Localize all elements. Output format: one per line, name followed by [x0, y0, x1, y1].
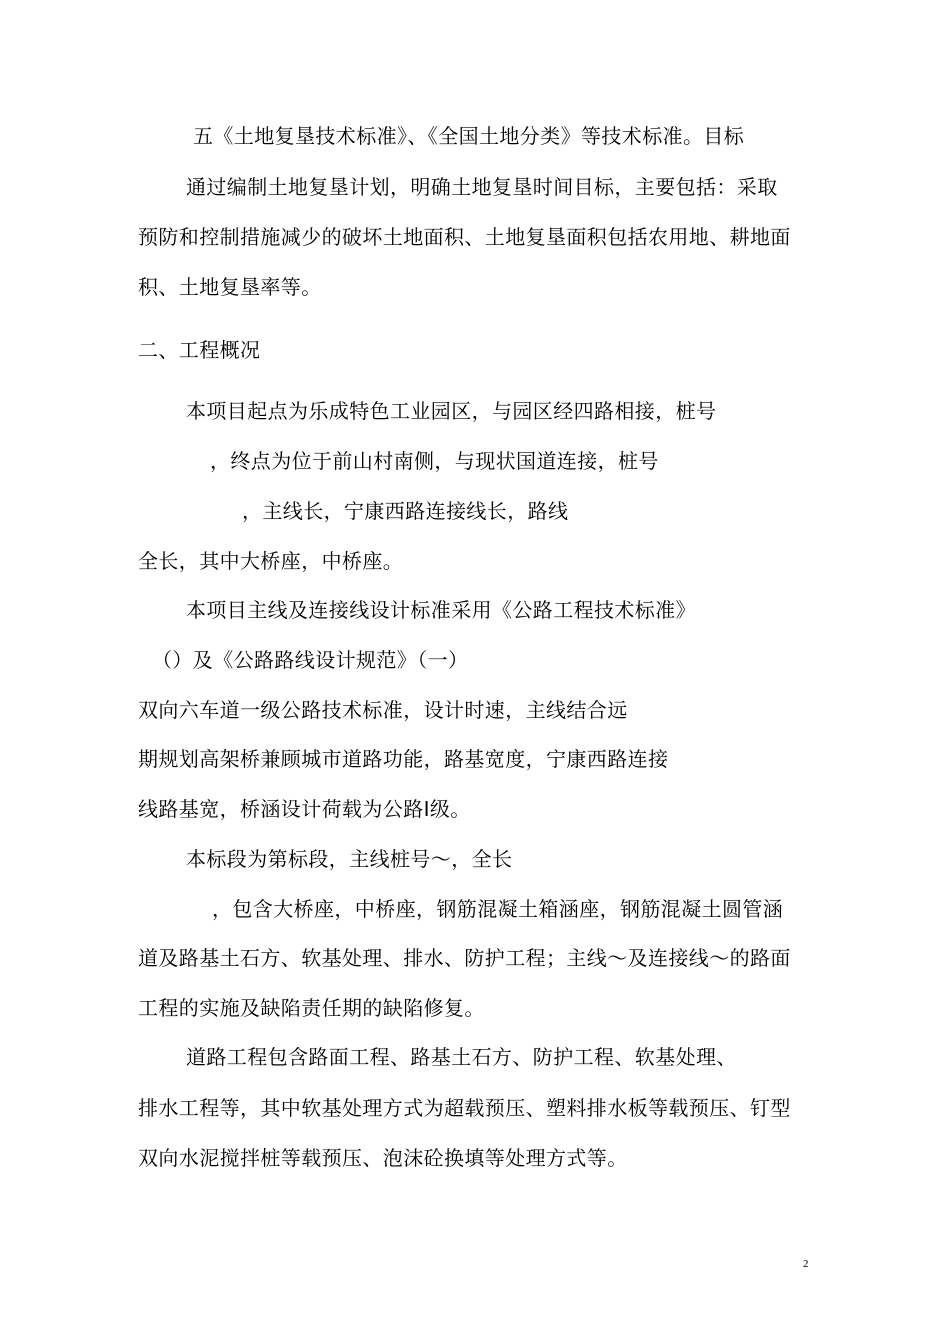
paragraph-line: 通过编制土地复垦计划，明确土地复垦时间目标，主要包括：采取 [186, 175, 778, 199]
paragraph-line: 双向水泥搅拌桩等载预压、泡沫砼换填等处理方式等。 [138, 1146, 628, 1170]
paragraph-line: 道及路基土石方、软基处理、排水、防护工程；主线～及连接线～的路面 [138, 946, 791, 970]
paragraph-line: 积、土地复垦率等。 [138, 275, 322, 299]
section-heading: 二、工程概况 [138, 338, 261, 362]
paragraph-line: 预防和控制措施减少的破坏土地面积、土地复垦面积包括农用地、耕地面 [138, 225, 791, 249]
paragraph-line: 期规划高架桥兼顾城市道路功能，路基宽度，宁康西路连接 [138, 747, 669, 771]
paragraph-line: ，包含大桥座，中桥座，钢筋混凝土箱涵座，钢筋混凝土圆管涵 [212, 897, 784, 921]
page-number: 2 [803, 1258, 809, 1270]
paragraph-line: 五《土地复垦技术标准》、《全国土地分类》等技术标准。目标 [193, 124, 745, 148]
paragraph-line: 本标段为第标段，主线桩号～，全长 [186, 847, 513, 871]
paragraph-line: 双向六车道一级公路技术标准，设计时速，主线结合远 [138, 698, 628, 722]
paragraph-line: 全长，其中大桥座，中桥座。 [138, 549, 404, 573]
paragraph-line: 道路工程包含路面工程、路基土石方、防护工程、软基处理、 [186, 1045, 737, 1069]
paragraph-line: 工程的实施及缺陷责任期的缺陷修复。 [138, 996, 485, 1020]
paragraph-line: 排水工程等，其中软基处理方式为超载预压、塑料排水板等载预压、钉型 [138, 1096, 791, 1120]
paragraph-line: ，终点为位于前山村南侧，与现状国道连接，桩号 [210, 449, 659, 473]
paragraph-line: （）及《公路路线设计规范》（一） [152, 648, 469, 672]
paragraph-line: 本项目主线及连接线设计标准采用《公路工程技术标准》 [186, 598, 696, 622]
paragraph-line: 本项目起点为乐成特色工业园区，与园区经四路相接，桩号 [186, 399, 717, 423]
paragraph-line: ，主线长，宁康西路连接线长，路线 [242, 499, 569, 523]
paragraph-line: 线路基宽，桥涵设计荷载为公路Ⅰ级。 [138, 797, 471, 821]
